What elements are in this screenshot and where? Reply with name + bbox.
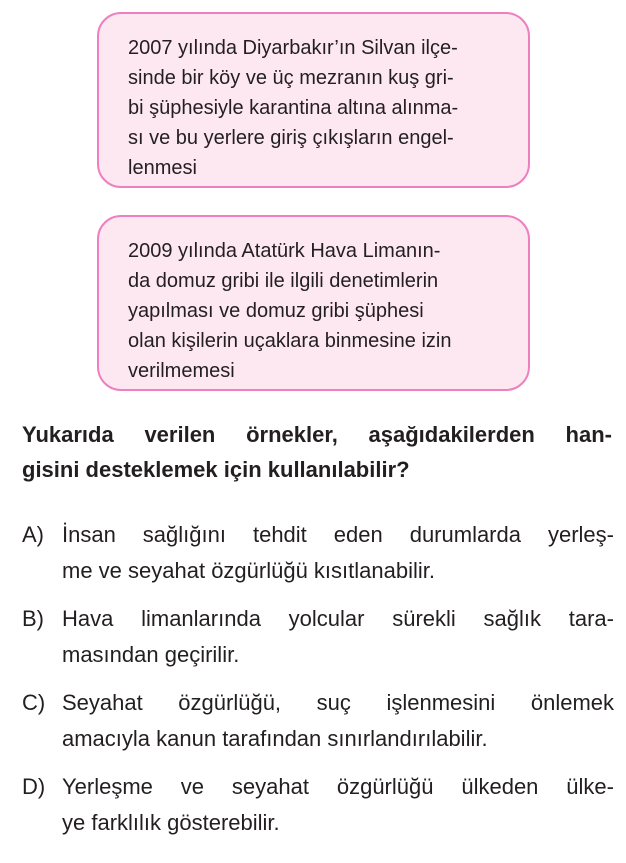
question-line: gisini desteklemek için kullanılabilir? [22,457,410,482]
answer-options [22,517,614,853]
question-stem [22,417,612,487]
option-b[interactable] [22,601,614,673]
option-c-letter: C) [22,690,46,715]
example-2-line: olan kişilerin uçaklara binmesine izin [128,330,452,352]
option-b-text: masından geçirilir. [62,642,240,667]
example-2-line: 2009 yılında Atatürk Hava Limanın- [128,240,441,262]
option-d-text: Yerleşme ve seyahat özgürlüğü ülkeden ülke- [62,774,614,799]
option-a[interactable] [22,517,614,589]
option-c-text: Seyahat özgürlüğü, suç işlenmesini önlemek [62,690,614,715]
option-a-text: İnsan sağlığını tehdit eden durumlarda yerleş- [62,522,614,547]
option-b-letter: B) [22,606,44,631]
option-d[interactable] [22,769,614,841]
example-2-line: verilmemesi [128,360,235,382]
example-2-line: da domuz gribi ile ilgili denetimlerin [128,270,439,292]
example-1-line: sinde bir köy ve üç mezranın kuş gri- [128,67,454,89]
example-1-line: lenmesi [128,157,197,179]
example-box-1 [97,12,530,188]
example-1-line: 2007 yılında Diyarbakır’ın Silvan ilçe- [128,37,458,59]
example-box-2 [97,215,530,391]
option-c-text: amacıyla kanun tarafından sınırlandırılabilir. [62,726,488,751]
option-d-letter: D) [22,774,46,799]
option-c[interactable] [22,685,614,757]
option-a-text: me ve seyahat özgürlüğü kısıtlanabilir. [62,558,435,583]
example-1-line: bi şüphesiyle karantina altına alınma- [128,97,459,119]
option-b-text: Hava limanlarında yolcular sürekli sağlık tara- [62,606,614,631]
question-line: Yukarıda verilen örnekler, aşağıdakilerden han- [22,422,612,447]
example-1-line: sı ve bu yerlere giriş çıkışların engel- [128,127,454,149]
option-a-letter: A) [22,522,44,547]
example-2-line: yapılması ve domuz gribi şüphesi [128,300,424,322]
option-d-text: ye farklılık gösterebilir. [62,810,280,835]
